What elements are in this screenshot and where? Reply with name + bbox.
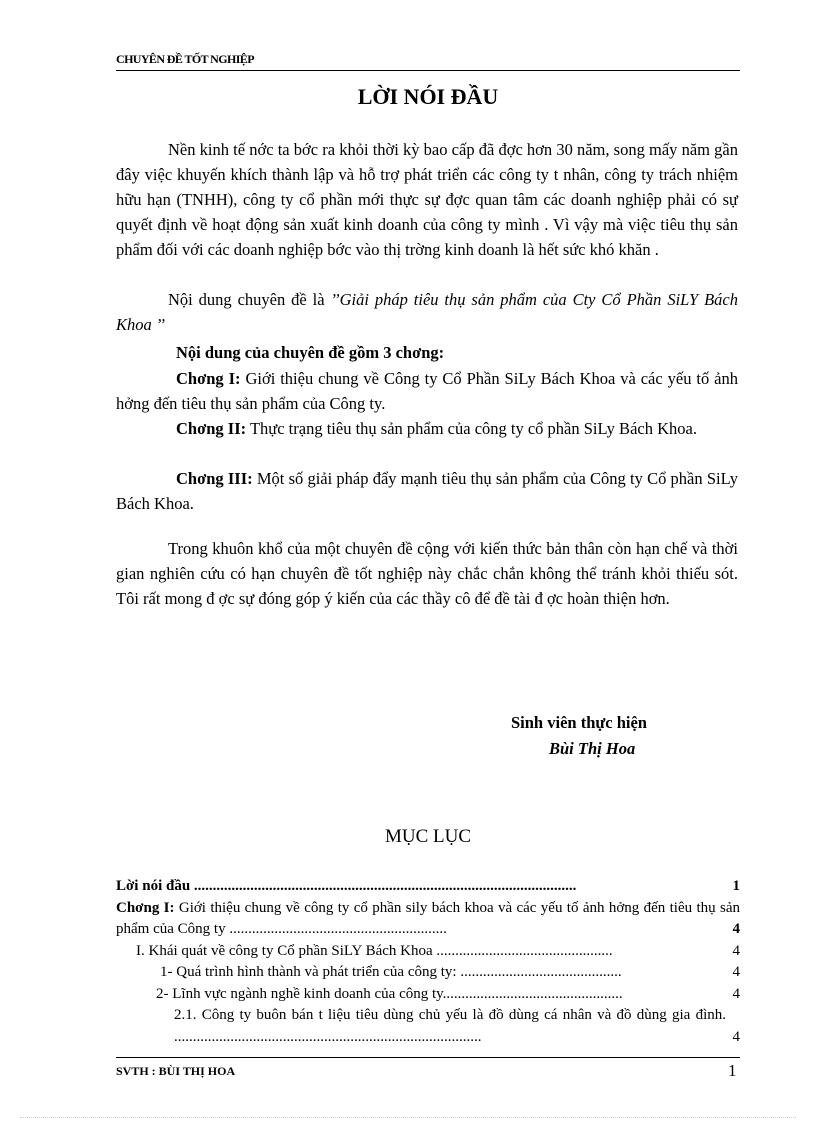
toc-page: 1 bbox=[732, 878, 740, 894]
page-edge bbox=[20, 1117, 796, 1118]
toc-entry[interactable] bbox=[116, 876, 740, 898]
chapter-2-text: Thực trạng tiêu thụ sản phẩm của công ty cổ phần SiLy Bách Khoa. bbox=[249, 419, 697, 438]
chapter-3-summary bbox=[116, 466, 738, 516]
signature-label: Sinh viên thực hiện bbox=[511, 713, 647, 732]
toc-entry[interactable] bbox=[116, 898, 740, 941]
toc-title: MỤC LỤC bbox=[384, 826, 472, 847]
chapter-2-label: Chơng II: bbox=[176, 419, 247, 438]
topic-prefix: Nội dung chuyên đề là bbox=[168, 290, 325, 309]
topic-paragraph bbox=[116, 287, 738, 337]
toc-text: Giới thiệu chung về công ty cổ phần silу bách khoa và các yếu tố ảnh hởng đến tiêu thụ sản phẩm của Công ty .......................................................... bbox=[116, 899, 741, 937]
closing-paragraph: Trong khuôn khổ của một chuyên đề cộng với kiến thức bản thân còn hạn chế và thời gian nghiên cứu có hạn chuyên đề tốt nghiệp này chắc chắn không thể tránh khỏi thiếu sót. Tôi rất mong đ ợc sự đóng góp ý kiến của các thầy cô để đề tài đ ợc hoàn thiện hơn. bbox=[116, 539, 738, 608]
chapter-3-label: Chơng III: bbox=[176, 469, 253, 488]
contents-heading: Nội dung của chuyên đề gồm 3 chơng: bbox=[176, 343, 445, 362]
table-of-contents bbox=[116, 876, 740, 1048]
intro-paragraph: Nền kinh tế nớc ta bớc ra khỏi thời kỳ bao cấp đã đợc hơn 30 năm, song mấy năm gần đây việc khuyến khích thành lập và hỗ trợ phát triển các công ty t nhân, công ty trách nhiệm hữu hạn (TNHH), công ty cổ phần mới thực sự đợc quan tâm các doanh nghiệp phải có sự quyết định về hoạt động sản xuất kinh doanh của công ty mình . Vì vậy mà việc tiêu thụ sản phẩm đối với các doanh nghiệp bớc vào thị trờng kinh doanh là hết sức khó khăn . bbox=[116, 140, 738, 259]
toc-text: 2.1. Công ty buôn bán t liệu tiêu dùng chủ yếu là đồ dùng cá nhân và đồ dùng gia đình. .................................................................................. bbox=[174, 1007, 726, 1045]
toc-text: Lời nói đầu ...................................................................................................... bbox=[116, 878, 577, 894]
toc-entry[interactable] bbox=[116, 984, 740, 1006]
signature-name: Bùi Thị Hoa bbox=[549, 739, 636, 758]
topic-title: ’’Giải pháp tiêu thụ sản phẩm của Cty Cổ Phần SiLY Bách Khoa ’’ bbox=[116, 290, 738, 334]
toc-page: 4 bbox=[732, 1028, 740, 1045]
page-header: CHUYÊN ĐỀ TỐT NGHIỆP bbox=[116, 52, 254, 66]
toc-entry[interactable] bbox=[116, 1005, 740, 1048]
page-number: 1 bbox=[728, 1061, 737, 1080]
page-footer: SVTH : BÙI THỊ HOA bbox=[116, 1064, 236, 1078]
toc-chapter-label: Chơng I: bbox=[116, 899, 175, 916]
chapter-1-summary bbox=[116, 366, 738, 416]
toc-page: 4 bbox=[732, 942, 740, 959]
toc-page: 4 bbox=[732, 985, 740, 1002]
toc-text: 1- Quá trình hình thành và phát triển của công ty: ........................................... bbox=[160, 964, 622, 980]
toc-text: 2- Lĩnh vực ngành nghề kinh doanh của công ty................................................ bbox=[156, 985, 623, 1002]
header-rule bbox=[116, 70, 740, 71]
chapter-1-label: Chơng I: bbox=[176, 369, 241, 388]
toc-page: 4 bbox=[732, 921, 740, 937]
chapter-3-text: Một số giải pháp đẩy mạnh tiêu thụ sản phẩm của Công ty Cổ phần SiLy Bách Khoa. bbox=[116, 469, 739, 513]
toc-text: I. Khái quát về công ty Cổ phần SiLY Bách Khoa ............................................... bbox=[136, 942, 613, 959]
toc-entry[interactable] bbox=[116, 962, 740, 984]
toc-page: 4 bbox=[732, 964, 740, 980]
footer-rule bbox=[116, 1057, 740, 1058]
toc-entry[interactable] bbox=[116, 941, 740, 963]
chapter-2-summary bbox=[116, 416, 738, 441]
chapter-1-text: Giới thiệu chung về Công ty Cổ Phần SiLy Bách Khoa và các yếu tố ảnh hởng đến tiêu thụ sản phẩm của Công ty. bbox=[116, 369, 739, 413]
page-title: LỜI NÓI ĐẦU bbox=[357, 84, 499, 109]
